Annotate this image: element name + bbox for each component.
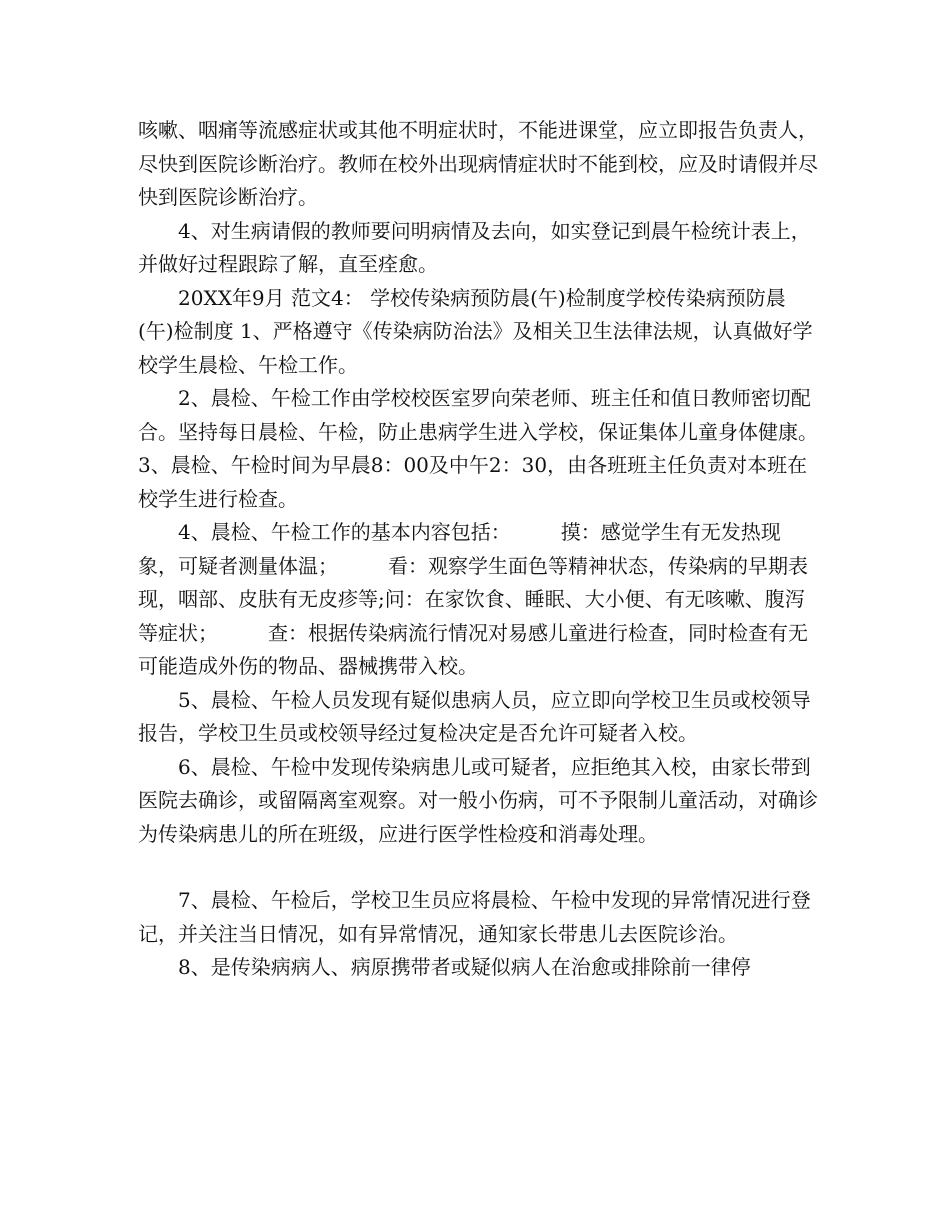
paragraph-3: 20XX年9月 范文4： 学校传染病预防晨(午)检制度学校传染病预防晨(午)检制度 1、严格遵守《传染病防治法》及相关卫生法律法规，认真做好学校学生晨检、午检工作。 xyxy=(138,285,813,377)
paragraph-7: 6、晨检、午检中发现传染病患儿或可疑者，应拒绝其入校，由家长带到医院去确诊，或留隔离室观察。对一般小伤病，可不予限制儿童活动，对确诊为传染病患儿的所在班级，应进行医学性检疫和消毒处理。 xyxy=(138,754,818,846)
paragraph-1: 咳嗽、咽痛等流感症状或其他不明症状时，不能进课堂，应立即报告负责人，尽快到医院诊断治疗。教师在校外出现病情症状时不能到校，应及时请假并尽快到医院诊断治疗。 xyxy=(138,118,818,209)
paragraph-6: 5、晨检、午检人员发现有疑似患病人员，应立即向学校卫生员或校领导报告，学校卫生员或校领导经过复检决定是否允许可疑者入校。 xyxy=(138,687,811,745)
document-page xyxy=(138,114,820,985)
paragraph-4: 2、晨检、午检工作由学校校医室罗向荣老师、班主任和值日教师密切配合。坚持每日晨检、午检，防止患病学生进入学校，保证集体儿童身体健康。3、晨检、午检时间为早晨8：00及中午2：30，由各班班主任负责对本班在校学生进行检查。 xyxy=(138,386,818,511)
paragraph-9: 8、是传染病病人、病原携带者或疑似病人在治愈或排除前一律停 xyxy=(178,955,751,979)
paragraph-8: 7、晨检、午检后，学校卫生员应将晨检、午检中发现的异常情况进行登记，并关注当日情况，如有异常情况，通知家长带患儿去医院诊治。 xyxy=(138,888,811,946)
paragraph-5: 4、晨检、午检工作的基本内容包括： 摸：感觉学生有无发热现象，可疑者测量体温； 看：观察学生面色等精神状态，传染病的早期表现，咽部、皮肤有无皮疹等;问：在家饮食、睡眠、大小便、有无咳嗽、腹泻等症状； 查：根据传染病流行情况对易感儿童进行检查，同时检查有无可能造成外伤的物品、器械携带入校。 xyxy=(138,520,808,678)
paragraph-2: 4、对生病请假的教师要问明病情及去向，如实登记到晨午检统计表上，并做好过程跟踪了解，直至痊愈。 xyxy=(138,218,811,276)
